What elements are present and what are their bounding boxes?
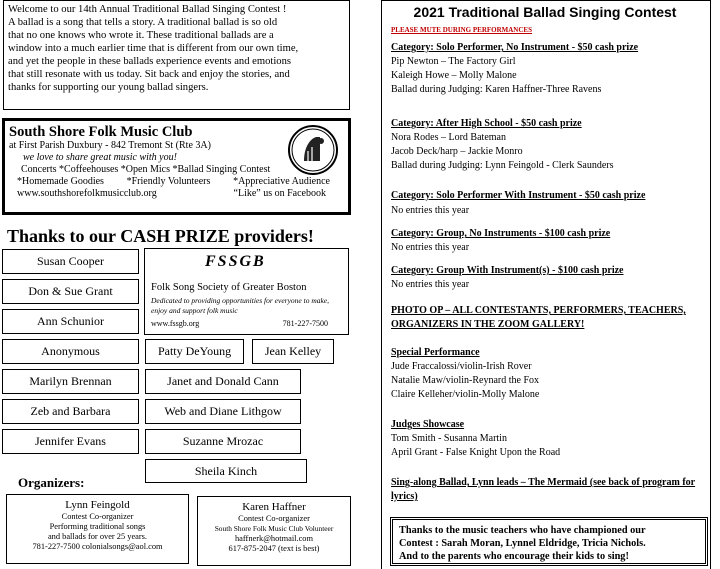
donor-box: Ann Schunior <box>2 309 139 334</box>
entry: Nora Rodes – Lord Bateman <box>391 132 506 143</box>
donor-box: Sheila Kinch <box>145 459 307 483</box>
entry: Natalie Maw/violin-Reynard the Fox <box>391 375 540 386</box>
category-title: Category: Solo Performer, No Instrument - $50 cash prize <box>391 42 639 53</box>
entry: Jude Fraccalossi/violin-Irish Rover <box>391 361 532 372</box>
organizer-line: 617-875-2047 (text is best) <box>228 544 320 553</box>
intro-line: that still resonate with us today. Sit back and enjoy the stories, and <box>8 69 290 80</box>
fssgb-website-link[interactable]: www.fssgb.org <box>151 319 200 328</box>
special-performance-title: Special Performance <box>391 347 480 358</box>
donor-box: Susan Cooper <box>2 249 139 274</box>
category-title: Category: Group With Instrument(s) - $100 cash prize <box>391 265 624 276</box>
club-name: South Shore Folk Music Club <box>9 124 193 140</box>
entry: Kaleigh Howe – Molly Malone <box>391 70 517 81</box>
club-feature: *Friendly Volunteers <box>126 176 211 187</box>
club-features-row <box>9 176 344 188</box>
entry: No entries this year <box>391 279 470 290</box>
mute-note: PLEASE MUTE DURING PERFORMANCES <box>391 26 532 34</box>
donor-box: Patty DeYoung <box>145 339 244 364</box>
donor-box: Suzanne Mrozac <box>145 429 301 454</box>
donor-box: Web and Diane Lithgow <box>145 399 301 424</box>
entry: Jacob Deck/harp – Jackie Monro <box>391 146 523 157</box>
entry: Pip Newton – The Factory Girl <box>391 56 516 67</box>
intro-line: Welcome to our 14th Annual Traditional Ballad Singing Contest ! <box>8 4 287 15</box>
fssgb-phone: 781-227-7500 <box>282 319 328 328</box>
organizer-name: Lynn Feingold <box>65 499 130 511</box>
cash-prize-heading: Thanks to our CASH PRIZE providers! <box>7 226 314 246</box>
organizers-heading: Organizers: <box>18 475 85 490</box>
donor-box: Jennifer Evans <box>2 429 139 454</box>
intro-line: thanks for supporting our young ballad singers. <box>8 82 209 93</box>
entry: Claire Kelleher/violin-Molly Malone <box>391 389 540 400</box>
donor-box: Jean Kelley <box>252 339 334 364</box>
entry: No entries this year <box>391 205 470 216</box>
organizer-line: Contest Co-organizer <box>238 514 310 523</box>
singalong-note: Sing-along Ballad, Lynn leads – The Mermaid (see back of program for lyrics) <box>391 477 696 502</box>
organizer-box-lynn <box>6 494 189 564</box>
club-box <box>2 118 351 215</box>
fssgb-org-name: Folk Song Society of Greater Boston <box>151 282 307 293</box>
entry: Tom Smith - Susanna Martin <box>391 433 507 444</box>
donor-box: Anonymous <box>2 339 139 364</box>
donor-box: Janet and Donald Cann <box>145 369 301 394</box>
teachers-line: Thanks to the music teachers who have championed our <box>399 525 646 536</box>
fssgb-logo: FSSGB <box>205 253 266 270</box>
organizer-line: South Shore Folk Music Club Volunteer <box>214 524 334 533</box>
teachers-thanks-box <box>390 517 708 566</box>
photo-op-note: PHOTO OP – ALL CONTESTANTS, PERFORMERS, TEACHERS, ORGANIZERS IN THE ZOOM GALLERY! <box>391 305 686 330</box>
teachers-line: And to the parents who encourage their kids to sing! <box>399 551 629 562</box>
club-website-link[interactable]: www.southshorefolkmusicclub.org <box>17 188 157 199</box>
club-feature: *Appreciative Audience <box>233 176 330 187</box>
category-title: Category: Solo Performer With Instrument - $50 cash prize <box>391 190 646 201</box>
teachers-line: Contest : Sarah Moran, Lynnel Eldridge, Tricia Nichols. <box>399 538 646 549</box>
organizer-line: Performing traditional songs <box>49 522 146 531</box>
intro-line: and yet the people in these ballads experience events and emotions <box>8 56 291 67</box>
club-facebook-link[interactable]: “Like” us on Facebook <box>233 188 326 199</box>
club-features: Concerts *Coffeehouses *Open Mics *Ballad Singing Contest <box>21 164 271 175</box>
club-tagline: we love to share great music with you! <box>23 152 177 163</box>
contest-title: 2021 Traditional Ballad Singing Contest <box>413 4 677 20</box>
donor-box: Zeb and Barbara <box>2 399 139 424</box>
category-title: Category: After High School - $50 cash prize <box>391 118 582 129</box>
intro-line: A ballad is a song that tells a story. A traditional ballad is so old <box>8 17 278 28</box>
judges-showcase-title: Judges Showcase <box>391 419 465 430</box>
intro-box <box>3 0 350 110</box>
club-logo-icon <box>288 125 338 175</box>
intro-line: window into a much earlier time that is different from our own time, <box>8 43 299 54</box>
organizer-line: haffnerk@hotmail.com <box>234 534 314 543</box>
entry: Ballad during Judging: Lynn Feingold - Clerk Saunders <box>391 160 614 171</box>
club-feature: *Homemade Goodies <box>17 176 104 187</box>
club-links-row <box>9 188 344 200</box>
organizer-line: Contest Co-organizer <box>61 512 134 521</box>
intro-line: that no one knows who wrote it. These traditional ballads are a <box>8 30 274 41</box>
organizer-name: Karen Haffner <box>242 501 306 513</box>
organizer-box-karen <box>197 496 351 566</box>
organizer-line: 781-227-7500 colonialsongs@aol.com <box>32 542 163 551</box>
entry: Ballad during Judging: Karen Haffner-Three Ravens <box>391 84 602 95</box>
fssgb-description: Dedicated to providing opportunities for everyone to make, enjoy and support folk music <box>151 296 330 315</box>
category-title: Category: Group, No Instruments - $100 cash prize <box>391 228 611 239</box>
donor-box: Marilyn Brennan <box>2 369 139 394</box>
entry: April Grant - False Knight Upon the Road <box>391 447 561 458</box>
entry: No entries this year <box>391 242 470 253</box>
fssgb-box <box>144 248 349 335</box>
donor-box: Don & Sue Grant <box>2 279 139 304</box>
organizer-line: and ballads for over 25 years. <box>47 532 148 541</box>
club-location: at First Parish Duxbury - 842 Tremont St (Rte 3A) <box>9 140 211 151</box>
